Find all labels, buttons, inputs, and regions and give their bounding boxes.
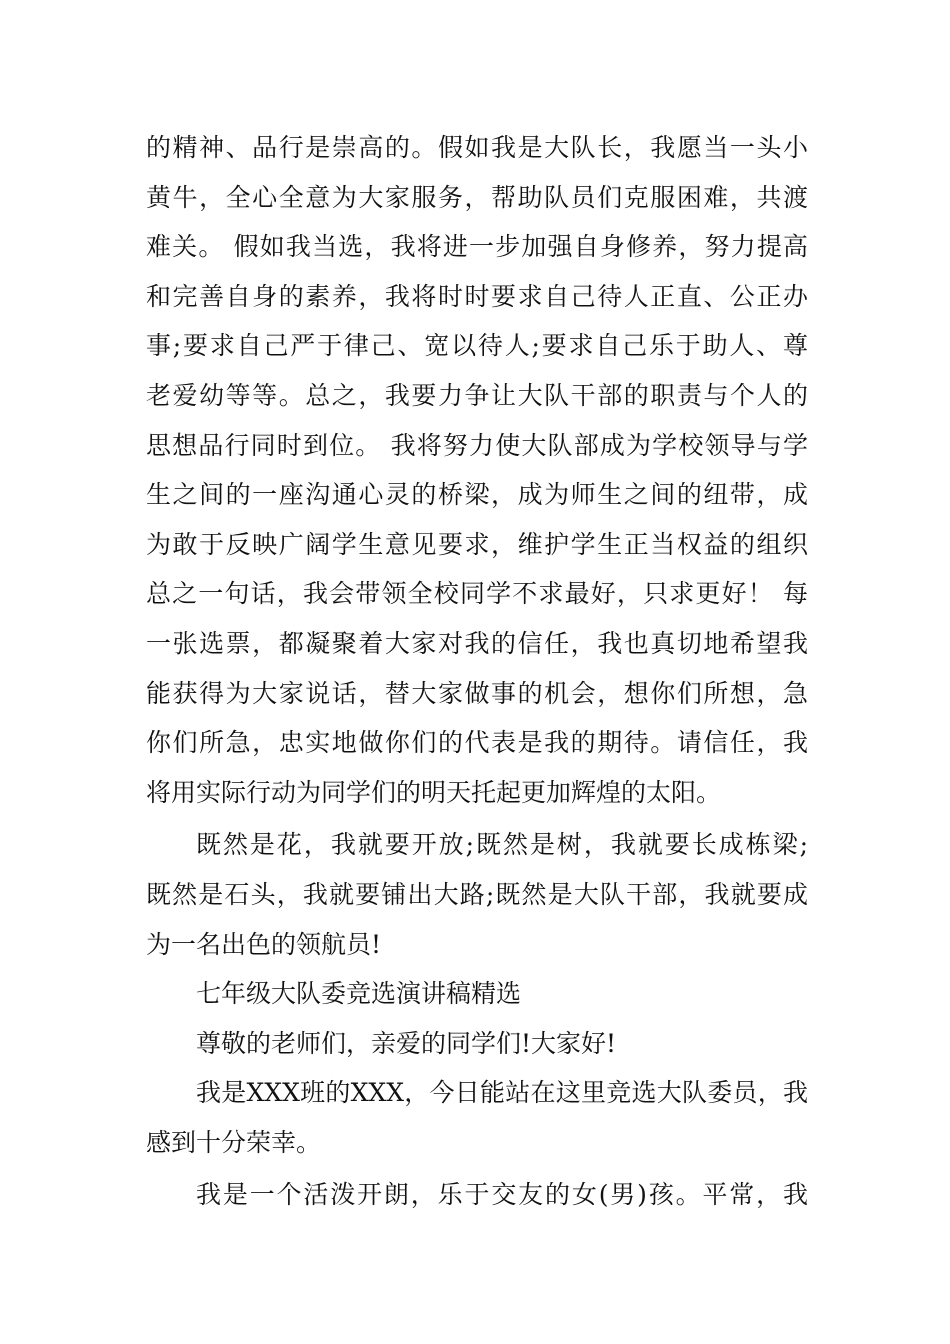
text-line: 将用实际行动为同学们的明天托起更加辉煌的太阳。 bbox=[146, 777, 722, 807]
text-line: 感到十分荣幸。 bbox=[146, 1127, 322, 1157]
greeting-line: 尊敬的老师们，亲爱的同学们!大家好! bbox=[196, 1028, 617, 1058]
paragraph-start-line: 既然是花，我就要开放;既然是树，我就要长成栋梁; bbox=[196, 830, 808, 860]
text-line: 为敢于反映广阔学生意见要求，维护学生正当权益的组织 bbox=[146, 529, 808, 559]
text-line: 一张选票，都凝聚着大家对我的信任，我也真切地希望我 bbox=[146, 628, 808, 658]
text-line: 能获得为大家说话，替大家做事的机会，想你们所想，急 bbox=[146, 678, 808, 708]
text-line: 思想品行同时到位。 我将努力使大队部成为学校领导与学 bbox=[146, 430, 808, 460]
text-line: 既然是石头，我就要铺出大路;既然是大队干部，我就要成 bbox=[146, 879, 808, 909]
paragraph-start-line: 我是一个活泼开朗，乐于交友的女(男)孩。平常，我 bbox=[196, 1180, 808, 1210]
text-line: 的精神、品行是崇高的。假如我是大队长，我愿当一头小 bbox=[146, 133, 808, 162]
paragraph-start-line: 我是XXX班的XXX，今日能站在这里竞选大队委员，我 bbox=[196, 1078, 808, 1108]
text-line: 为一名出色的领航员! bbox=[146, 929, 382, 959]
text-line: 总之一句话，我会带领全校同学不求最好，只求更好！ 每 bbox=[146, 579, 808, 609]
text-line: 黄牛，全心全意为大家服务，帮助队员们克服困难，共渡 bbox=[146, 182, 808, 212]
text-line: 生之间的一座沟通心灵的桥梁，成为师生之间的纽带，成 bbox=[146, 480, 808, 510]
text-line: 你们所急，忠实地做你们的代表是我的期待。请信任，我 bbox=[146, 728, 808, 758]
speech-text bbox=[146, 123, 808, 1220]
section-title: 七年级大队委竞选演讲稿精选 bbox=[196, 979, 522, 1009]
text-line: 和完善自身的素养，我将时时要求自己待人正直、公正办 bbox=[146, 281, 808, 311]
text-line: 事;要求自己严于律己、宽以待人;要求自己乐于助人、尊 bbox=[146, 331, 808, 361]
text-line: 难关。 假如我当选，我将进一步加强自身修养，努力提高 bbox=[146, 232, 808, 262]
text-line: 老爱幼等等。总之，我要力争让大队干部的职责与个人的 bbox=[146, 380, 808, 410]
